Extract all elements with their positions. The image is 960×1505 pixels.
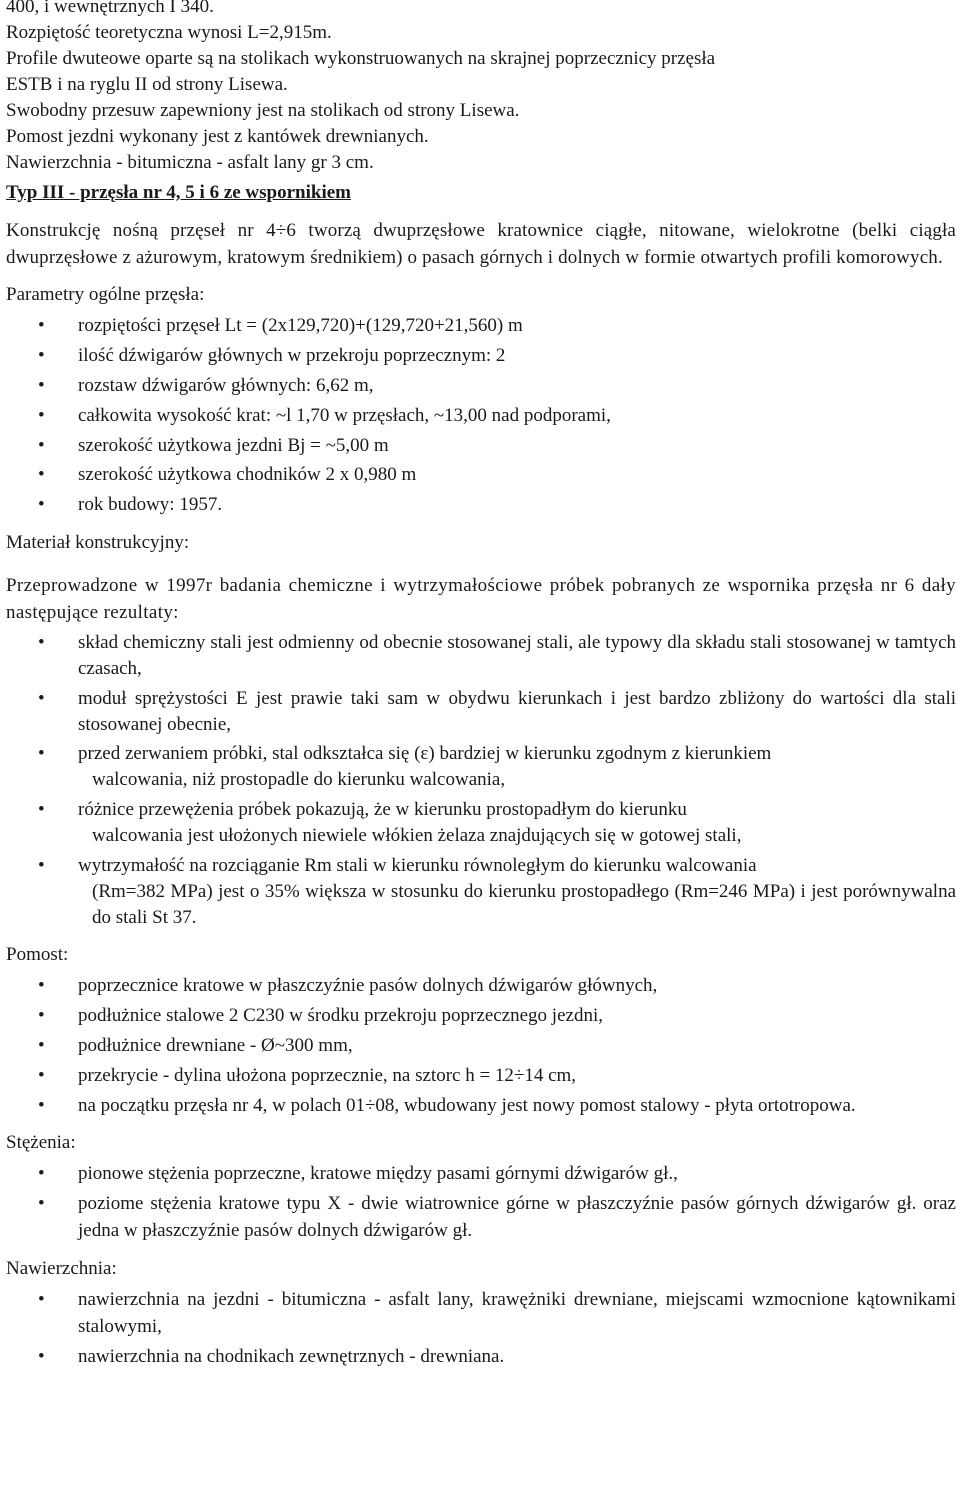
list-item-text: pionowe stężenia poprzeczne, kratowe między pasami górnymi dźwigarów gł.,: [78, 1163, 678, 1185]
bullet: •: [38, 1163, 45, 1185]
bullet: •: [38, 1288, 45, 1310]
list-item-text: różnice przewężenia próbek pokazują, że w kierunku prostopadłym do kierunku: [78, 799, 687, 821]
list-item: [6, 491, 956, 519]
list-item: [6, 1062, 956, 1090]
bullet: •: [38, 799, 45, 821]
intro-line: 400, i wewnętrznych I 340.: [6, 0, 214, 17]
bullet: •: [38, 434, 45, 456]
list-item-text: podłużnice stalowe 2 C230 w środku przekroju poprzecznego jezdni,: [78, 1004, 603, 1026]
list-item: [6, 1160, 956, 1188]
nawierzchnia-label: Nawierzchnia:: [6, 1257, 117, 1279]
list-item: [6, 432, 956, 460]
bullet: •: [38, 464, 45, 486]
bullet: •: [38, 687, 45, 709]
bullet: •: [38, 374, 45, 396]
construction-paragraph: Konstrukcję nośną przęseł nr 4÷6 tworzą dwuprzęsłowe kratownice ciągłe, nitowane, wielokrotne (belki ciągła dwuprzęsłowe z ażurowym, kratowym średnikiem) o pasach górnych i dolnych w formie otwartych profili komorowych.: [6, 220, 956, 268]
bullet: •: [38, 494, 45, 516]
intro-line: Profile dwuteowe oparte są na stolikach wykonstruowanych na skrajnej poprzecznicy przęsła: [6, 48, 716, 69]
list-item: [6, 312, 956, 340]
list-item: [6, 461, 956, 489]
list-item-text: szerokość użytkowa jezdni Bj = ~5,00 m: [78, 434, 389, 456]
list-item: [6, 853, 956, 931]
bullet: •: [38, 344, 45, 366]
bullet: •: [38, 631, 45, 653]
section-heading: Typ III - przęsła nr 4, 5 i 6 ze wspornikiem: [6, 182, 351, 203]
list-item-text: ilość dźwigarów głównych w przekroju poprzecznym: 2: [78, 344, 506, 366]
list-item-text: przekrycie - dylina ułożona poprzecznie, na sztorc h = 12÷14 cm,: [78, 1064, 577, 1086]
bullet: •: [38, 743, 45, 765]
list-item-text: szerokość użytkowa chodników 2 x 0,980 m: [78, 464, 417, 486]
bullet: •: [38, 1346, 45, 1368]
list-item-text: moduł sprężystości E jest prawie taki sam w obydwu kierunkach i jest bardzo zbliżony do wartości dla stali stosowanej obecnie,: [78, 687, 956, 735]
parameters-list: [6, 312, 956, 519]
bullet: •: [38, 1064, 45, 1086]
bullet: •: [38, 1192, 45, 1214]
intro-line: Nawierzchnia - bitumiczna - asfalt lany gr 3 cm.: [6, 152, 374, 173]
bullet: •: [38, 855, 45, 877]
document-page: [6, 0, 956, 1373]
nawierzchnia-list: [6, 1286, 956, 1371]
material-label: Materiał konstrukcyjny:: [6, 531, 190, 553]
stezenia-list: [6, 1160, 956, 1245]
list-item-text: rozstaw dźwigarów głównych: 6,62 m,: [78, 374, 374, 396]
bullet: •: [38, 1004, 45, 1026]
list-item-text: poziome stężenia kratowe typu X - dwie wiatrownice górne w płaszczyźnie pasów górnych dźwigarów gł. oraz jedna w płaszczyźnie pasów dolnych dźwigarów gł.: [78, 1192, 956, 1242]
list-item-text: całkowita wysokość krat: ~l 1,70 w przęsłach, ~13,00 nad podporami,: [78, 404, 611, 426]
list-item-text: rok budowy: 1957.: [78, 494, 223, 516]
list-item-continuation: walcowania jest ułożonych niewiele włókien żelaza znajdujących się w gotowej stali,: [92, 825, 742, 847]
list-item-continuation: (Rm=382 MPa) jest o 35% większa w stosunku do kierunku prostopadłego (Rm=246 MPa) i jest porównywalna do stali St 37.: [92, 881, 956, 929]
material-paragraph: Przeprowadzone w 1997r badania chemiczne i wytrzymałościowe próbek pobranych ze wspornika przęsła nr 6 dały następujące rezultaty:: [6, 574, 956, 623]
bullet: •: [38, 404, 45, 426]
list-item-text: na początku przęsła nr 4, w polach 01÷08, wbudowany jest nowy pomost stalowy - płyta ortotropowa.: [78, 1094, 856, 1116]
list-item: [6, 797, 956, 849]
list-item-text: rozpiętości przęseł Lt = (2x129,720)+(129,720+21,560) m: [78, 315, 523, 336]
parameters-label: Parametry ogólne przęsła:: [6, 284, 205, 305]
pomost-label: Pomost:: [6, 944, 69, 966]
list-item-text: podłużnice drewniane - Ø~300 mm,: [78, 1034, 353, 1056]
list-item: [6, 372, 956, 400]
list-item-text: przed zerwaniem próbki, stal odkształca się (ε) bardziej w kierunku zgodnym z kierunkiem: [78, 743, 772, 765]
list-item: [6, 402, 956, 430]
material-list: [6, 630, 956, 931]
list-item: [6, 1190, 956, 1245]
stezenia-label: Stężenia:: [6, 1132, 76, 1154]
bullet: •: [38, 975, 45, 997]
intro-line: Swobodny przesuw zapewniony jest na stolikach od strony Lisewa.: [6, 100, 520, 121]
bullet: •: [38, 1094, 45, 1116]
list-item: [6, 741, 956, 793]
list-item: [6, 630, 956, 682]
pomost-list: [6, 972, 956, 1119]
list-item: [6, 342, 956, 370]
list-item: [6, 1092, 956, 1120]
bullet: •: [38, 315, 45, 336]
intro-line: ESTB i na ryglu II od strony Lisewa.: [6, 74, 288, 95]
list-item-text: poprzecznice kratowe w płaszczyźnie pasów dolnych dźwigarów głównych,: [78, 975, 658, 997]
list-item: [6, 1002, 956, 1030]
intro-block: [6, 0, 956, 176]
list-item: [6, 1343, 956, 1371]
intro-line: Rozpiętość teoretyczna wynosi L=2,915m.: [6, 22, 332, 43]
list-item-continuation: walcowania, niż prostopadle do kierunku walcowania,: [92, 769, 506, 791]
list-item: [6, 972, 956, 1000]
list-item: [6, 1286, 956, 1341]
bullet: •: [38, 1034, 45, 1056]
intro-line: Pomost jezdni wykonany jest z kantówek drewnianych.: [6, 126, 429, 147]
list-item-text: skład chemiczny stali jest odmienny od obecnie stosowanej stali, ale typowy dla składu stali stosowanej w tamtych czasach,: [78, 631, 956, 679]
list-item-text: nawierzchnia na chodnikach zewnętrznych - drewniana.: [78, 1346, 505, 1368]
list-item-text: nawierzchnia na jezdni - bitumiczna - asfalt lany, krawężniki drewniane, miejscami wzmocnione kątownikami stalowymi,: [78, 1288, 956, 1338]
list-item: [6, 686, 956, 738]
list-item-text: wytrzymałość na rozciąganie Rm stali w kierunku równoległym do kierunku walcowania: [78, 855, 757, 877]
list-item: [6, 1032, 956, 1060]
